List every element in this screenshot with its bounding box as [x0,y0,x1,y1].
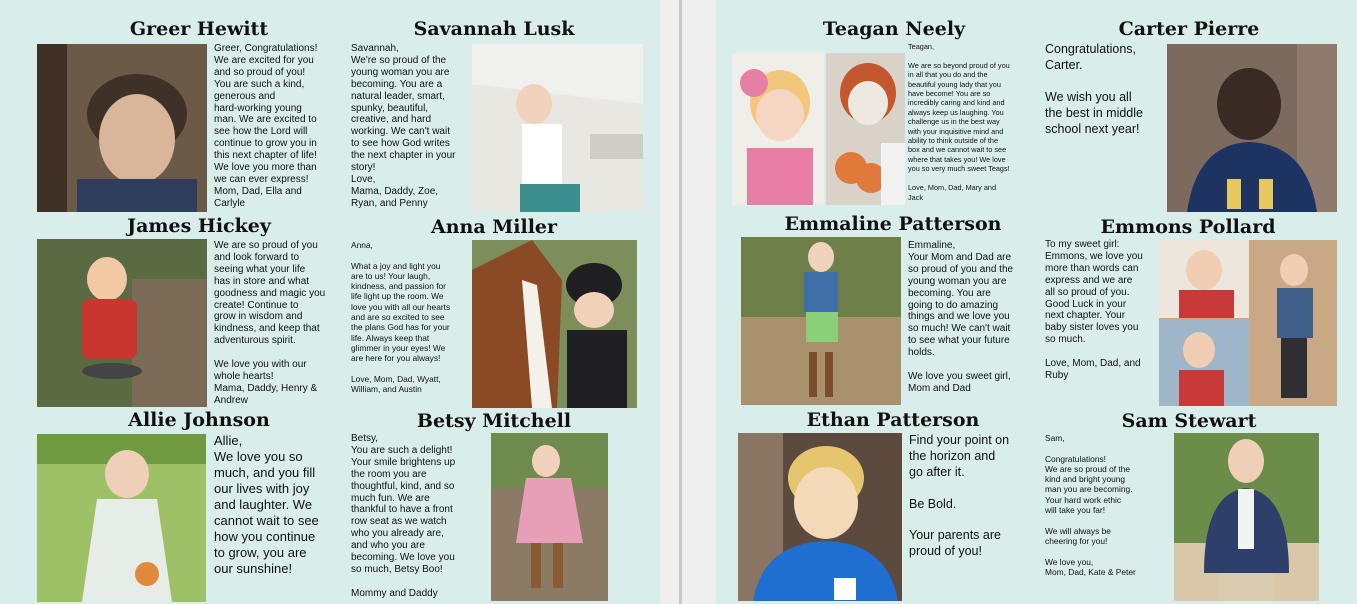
student-message: Sam, Congratulations! We are so proud of the kind and bright young man you are becoming. Your hard work ethic will take you far! We will always be cheering for you! We love you, Mom, Dad, Kate & Peter [1045,433,1136,577]
student-photo [738,433,902,601]
student-message: Teagan, We are so beyond proud of you in all that you do and the beautiful young lady that you have become! You are so incredibly caring and kind and always keep us laughing. You challenge us in the best way with your inquisitive mind and ability to think outside of the box and we cannot wait to see where that takes you! We love you so very much sweet Teags! Love, Mom, Dad, Mary and Jack [908,42,1010,202]
student-message: Savannah, We're so proud of the young woman you are becoming. You are a natural leader, smart, spunky, beautiful, creative, and hard working. We can't wait to see how God writes the next chapter in your story! Love, Mama, Daddy, Zoe, Ryan, and Penny [351,43,456,209]
student-photo [37,239,207,407]
student-photo [472,44,643,212]
student-photo [1167,44,1337,212]
student-message: To my sweet girl: Emmons, we love you more than words can express and we are all so proud of you. Good Luck in your next chapter. Your baby sister loves you so much. Love, Mom, Dad, and Ruby [1045,239,1143,381]
student-photo [472,240,637,408]
student-photo [741,237,901,405]
student-name: Allie Johnson [128,409,270,431]
student-name: Greer Hewitt [129,18,269,40]
student-photo [1174,433,1319,601]
student-message: We are so proud of you and look forward to seeing what your life has in store and what goodness and magic you create! Continue to grow in wisdom and kindness, and keep that adventurous spirit. We love you with our whole hearts! Mama, Daddy, Henry & Andrew [214,240,326,406]
right-page [716,0,1357,604]
page-gutter [660,0,716,604]
student-photo [37,44,207,212]
student-message: Greer, Congratulations! We are excited for you and so proud of you! You are such a kind, generous and hard-working young man. We are excited to see how the Lord will continue to grow you in this next chapter of life! We love you more than we can ever express! Mom, Dad, Ella and Carlyle [214,43,318,209]
student-name: Savannah Lusk [413,18,575,40]
student-name: Carter Pierre [1118,18,1260,40]
student-photo [37,434,206,602]
student-name: Anna Miller [430,216,558,238]
student-message: Find your point on the horizon and go after it. Be Bold. Your parents are proud of you! [909,433,1010,559]
student-message: Anna, What a joy and light you are to us! Your laugh, kindness, and passion for life light up the room. We love you with all our hearts and are so excited to see the plans God has for your life. Always keep that glimmer in your eyes! We are here for you always! Love, Mom, Dad, Wyatt, William, and Austin [351,240,451,395]
left-page [0,0,660,604]
page-divider [679,0,682,604]
student-message: Emmaline, Your Mom and Dad are so proud of you and the young woman you are becoming. You are going to do amazing things and we love you so much! We can't wait to see what your future holds. We love you sweet girl, Mom and Dad [908,240,1014,394]
student-photo [732,53,824,205]
student-name: Emmaline Patterson [784,213,1002,235]
student-photo [1159,240,1337,406]
student-message: Congratulations, Carter. We wish you all the best in middle school next year! [1045,42,1143,136]
student-name: Sam Stewart [1121,410,1257,432]
student-photo [491,433,608,601]
student-name: Betsy Mitchell [416,410,572,432]
student-name: James Hickey [127,215,271,237]
student-message: Betsy, You are such a delight! Your smile brightens up the room you are thoughtful, kind, and so much fun. We are thankful to have a front row seat as we watch who you already are, and who you are becoming. We love you so much, Betsy Boo! Mommy and Daddy [351,433,456,599]
student-message: Allie, We love you so much, and you fill our lives with joy and laughter. We cannot wait to see how you continue to grow, you are our sunshine! [214,433,319,576]
student-name: Emmons Pollard [1100,216,1276,238]
student-name: Teagan Neely [822,18,966,40]
student-name: Ethan Patterson [806,409,980,431]
student-photo [826,53,905,205]
